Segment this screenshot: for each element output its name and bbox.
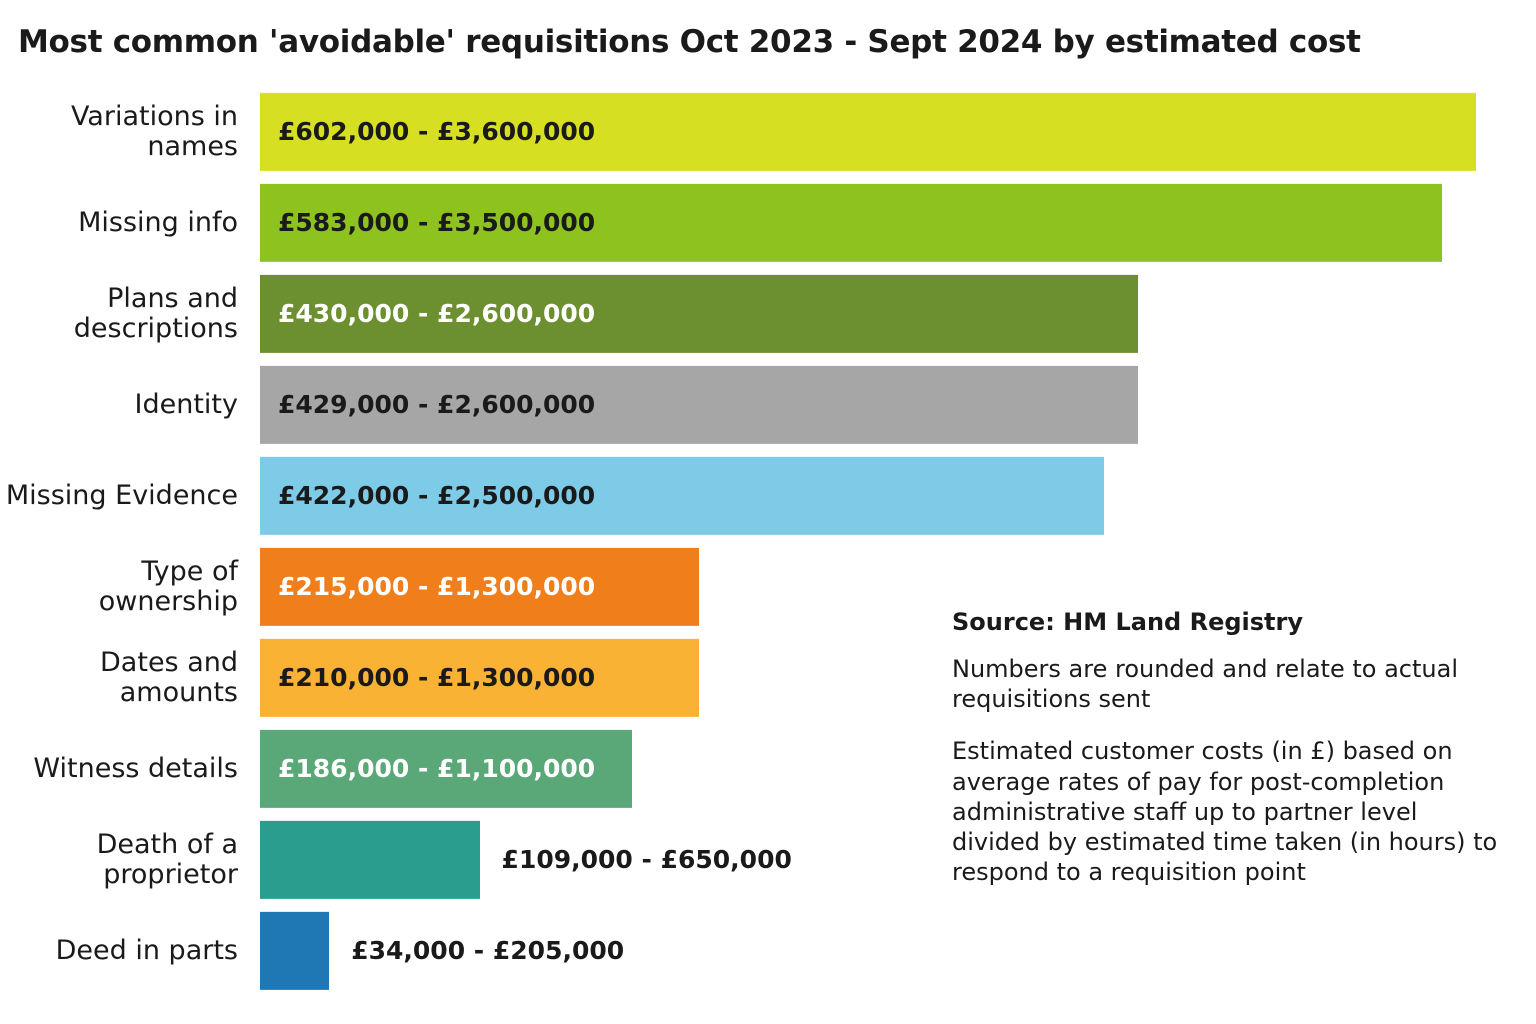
bar-value-label: £430,000 - £2,600,000 [278, 299, 596, 328]
bar[interactable] [260, 638, 699, 716]
category-label: Plans and descriptions [73, 282, 238, 344]
bar[interactable] [260, 911, 625, 989]
bar-value-label: £602,000 - £3,600,000 [278, 117, 596, 146]
chart-row [0, 905, 1536, 996]
bar[interactable] [260, 547, 699, 625]
bar[interactable] [260, 729, 632, 807]
bar-track [260, 177, 1536, 268]
category-label: Dates and amounts [100, 646, 238, 708]
bar-value-label: £215,000 - £1,300,000 [278, 572, 596, 601]
bar-track [260, 359, 1536, 450]
bar[interactable] [260, 456, 1104, 534]
note-paragraph-1: Numbers are rounded and relate to actual requisitions sent [952, 655, 1458, 714]
bar-track [260, 450, 1536, 541]
bar-value-label: £34,000 - £205,000 [351, 936, 625, 965]
chart-title: Most common 'avoidable' requisitions Oct 2023 - Sept 2024 by estimated cost [18, 24, 1361, 60]
category-label: Missing Evidence [5, 479, 238, 511]
bar-value-label: £583,000 - £3,500,000 [278, 208, 596, 237]
category-label: Deed in parts [55, 934, 238, 966]
chart-row [0, 268, 1536, 359]
bar-value-label: £186,000 - £1,100,000 [278, 754, 596, 783]
chart-row [0, 177, 1536, 268]
category-label: Witness details [33, 752, 238, 784]
category-label: Identity [134, 388, 238, 420]
chart-row [0, 86, 1536, 177]
chart-row [0, 450, 1536, 541]
note-paragraph-2: Estimated customer costs (in £) based on average rates of pay for post-completion administrative staff up to partner level divided by estimated time taken (in hours) to respond to a requisition point [952, 737, 1498, 887]
bar[interactable] [260, 820, 792, 898]
bar[interactable] [260, 274, 1138, 352]
category-label: Type of ownership [98, 555, 238, 617]
chart-row [0, 359, 1536, 450]
bar[interactable] [260, 183, 1442, 261]
bar-track [260, 86, 1536, 177]
bar[interactable] [260, 365, 1138, 443]
category-label: Death of a proprietor [96, 828, 238, 890]
bar-track [260, 905, 1536, 996]
bar-track [260, 268, 1536, 359]
category-label: Variations in names [70, 100, 238, 162]
source-label: Source: HM Land Registry [952, 608, 1303, 636]
bar[interactable] [260, 92, 1476, 170]
chart-notes [952, 608, 1512, 888]
bar-value-label: £429,000 - £2,600,000 [278, 390, 596, 419]
category-label: Missing info [78, 206, 238, 238]
bar-value-label: £422,000 - £2,500,000 [278, 481, 596, 510]
bar-value-label: £109,000 - £650,000 [501, 845, 792, 874]
bar-value-label: £210,000 - £1,300,000 [278, 663, 596, 692]
